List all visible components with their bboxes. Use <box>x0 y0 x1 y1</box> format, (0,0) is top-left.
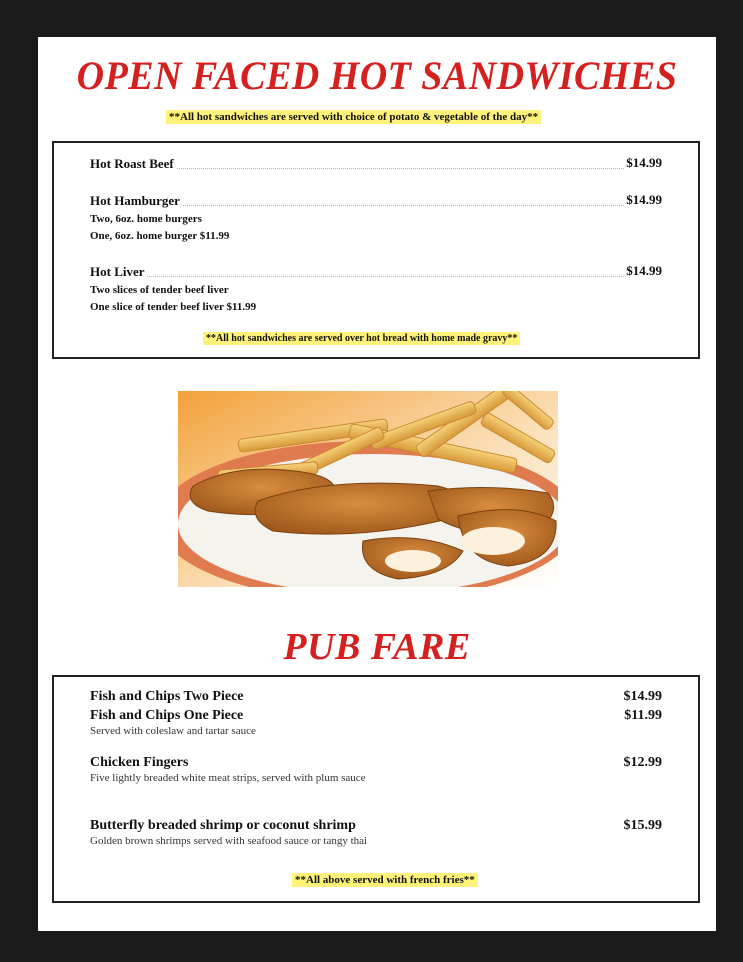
item-desc: Two, 6oz. home burgers <box>90 213 202 225</box>
item-desc: One, 6oz. home burger $11.99 <box>90 230 230 242</box>
item-desc: Golden brown shrimps served with seafood sauce or tangy thai <box>90 835 368 847</box>
dotted-leader <box>90 276 662 277</box>
menu-item <box>90 155 662 173</box>
menu-item <box>90 192 662 245</box>
item-name: Hot Roast Beef <box>90 156 174 171</box>
item-name: Butterfly breaded shrimp or coconut shrimp <box>90 818 356 833</box>
pub-fare-box <box>52 675 700 903</box>
sandwiches-top-note: **All hot sandwiches are served with choice of potato & vegetable of the day** <box>166 110 541 124</box>
menu-item <box>90 818 662 847</box>
item-desc: Five lightly breaded white meat strips, served with plum sauce <box>90 772 366 784</box>
item-name: Fish and Chips One Piece <box>90 708 244 723</box>
item-price: $14.99 <box>623 689 662 704</box>
item-name: Hot Liver <box>90 264 145 279</box>
item-price: $14.99 <box>626 192 662 207</box>
pub-fare-bottom-note: **All above served with french fries** <box>292 873 478 887</box>
menu-item <box>90 755 662 784</box>
sandwiches-title: OPEN FACED HOT SANDWICHES <box>76 53 678 98</box>
item-desc: One slice of tender beef liver $11.99 <box>90 301 257 313</box>
item-name: Chicken Fingers <box>90 755 189 770</box>
menu-page <box>38 37 716 931</box>
item-price: $11.99 <box>624 708 662 723</box>
item-price: $12.99 <box>623 755 662 770</box>
menu-item <box>90 689 662 705</box>
food-photo <box>178 391 558 587</box>
item-desc: Served with coleslaw and tartar sauce <box>90 725 256 737</box>
chicken-fingers-fries-image <box>178 391 558 587</box>
item-name: Fish and Chips Two Piece <box>90 689 244 704</box>
item-price: $15.99 <box>623 818 662 833</box>
item-price: $14.99 <box>626 263 662 278</box>
item-name: Hot Hamburger <box>90 193 180 208</box>
menu-item <box>90 708 662 737</box>
pub-fare-title: PUB FARE <box>283 626 471 668</box>
sandwiches-bottom-note: **All hot sandwiches are served over hot bread with home made gravy** <box>203 332 520 345</box>
menu-item <box>90 263 662 316</box>
sandwiches-box <box>52 141 700 359</box>
item-desc: Two slices of tender beef liver <box>90 284 229 296</box>
item-price: $14.99 <box>626 155 662 170</box>
